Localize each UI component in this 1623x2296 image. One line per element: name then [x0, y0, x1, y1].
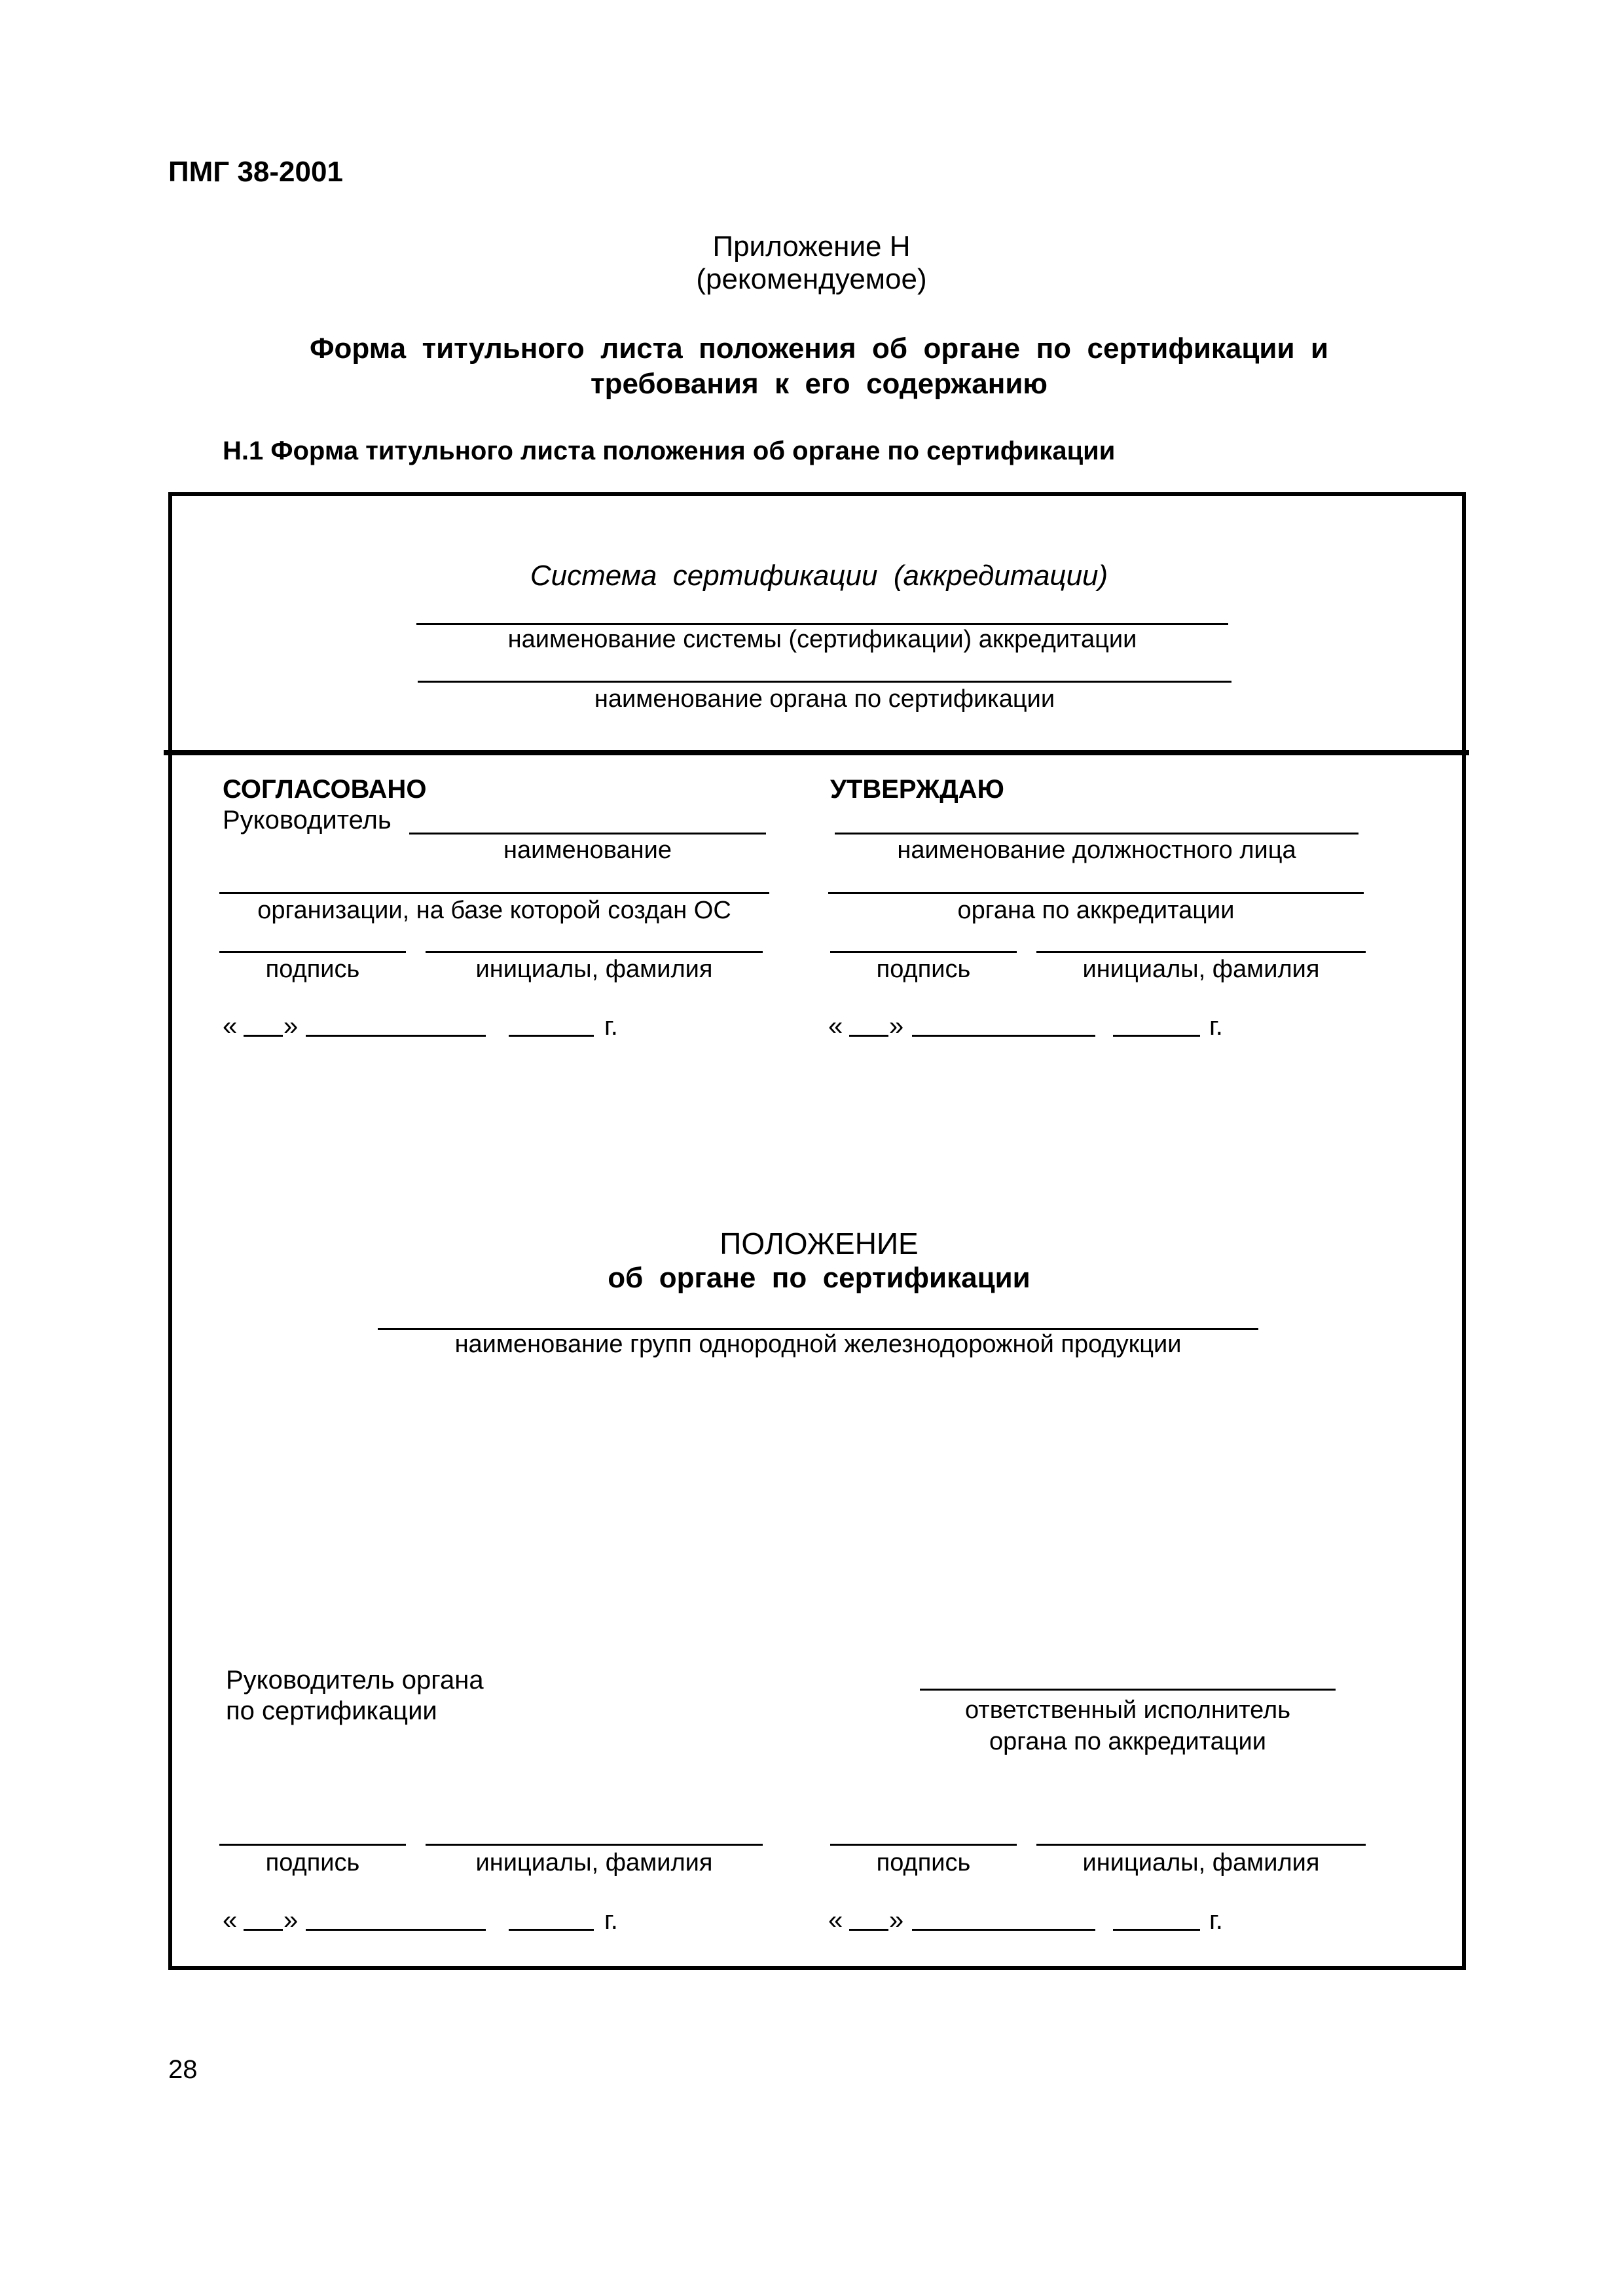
head-initials-line[interactable]	[426, 1844, 763, 1846]
head-of-body-label-line2: по сертификации	[226, 1696, 437, 1725]
executor-date-open-quote: «	[828, 1906, 843, 1935]
executor-line[interactable]	[920, 1689, 1336, 1691]
appendix-title: Приложение Н	[712, 230, 911, 262]
agreed-date-open-quote: «	[223, 1012, 238, 1041]
system-name-caption: наименование системы (сертификации) аккредитации	[507, 626, 1137, 653]
appendix-heading-line2: требования к его содержанию	[591, 368, 1048, 400]
agreed-name-caption: наименование	[503, 836, 672, 864]
approve-date-month-line[interactable]	[912, 1035, 1095, 1037]
regulation-title: ПОЛОЖЕНИЕ	[720, 1227, 919, 1261]
executor-date-year-suffix: г.	[1209, 1906, 1223, 1935]
approve-date-close-quote: »	[889, 1012, 904, 1041]
approve-signature-caption: подпись	[876, 956, 971, 983]
approve-date-day-line[interactable]	[849, 1035, 888, 1037]
approve-date-open-quote: «	[828, 1012, 843, 1041]
approve-accred-caption: органа по аккредитации	[957, 897, 1235, 924]
agreed-date-close-quote: »	[283, 1012, 299, 1041]
regulation-subtitle: об органе по сертификации	[608, 1262, 1030, 1294]
approve-initials-line[interactable]	[1036, 951, 1366, 953]
product-groups-caption: наименование групп однородной железнодорожной продукции	[454, 1331, 1182, 1358]
head-signature-caption: подпись	[265, 1849, 360, 1876]
executor-accred-caption: органа по аккредитации	[989, 1728, 1266, 1755]
system-name-line[interactable]	[416, 623, 1228, 625]
executor-date-day-line[interactable]	[849, 1929, 888, 1931]
agreed-signature-caption: подпись	[265, 956, 360, 983]
approve-heading: УТВЕРЖДАЮ	[830, 775, 1004, 804]
agreed-initials-caption: инициалы, фамилия	[475, 956, 713, 983]
head-date-open-quote: «	[223, 1906, 238, 1935]
document-code: ПМГ 38-2001	[168, 156, 343, 188]
body-name-caption: наименование органа по сертификации	[594, 685, 1055, 713]
section-heading: Н.1 Форма титульного листа положения об органе по сертификации	[223, 437, 1116, 465]
agreed-heading: СОГЛАСОВАНО	[223, 775, 427, 804]
head-date-day-line[interactable]	[244, 1929, 283, 1931]
frame-divider	[164, 750, 1469, 755]
approve-date-year-suffix: г.	[1209, 1012, 1223, 1041]
head-date-month-line[interactable]	[306, 1929, 486, 1931]
executor-signature-caption: подпись	[876, 1849, 971, 1876]
agreed-date-year-suffix: г.	[604, 1012, 618, 1041]
executor-date-month-line[interactable]	[912, 1929, 1095, 1931]
system-title: Система сертификации (аккредитации)	[530, 560, 1108, 592]
approve-initials-caption: инициалы, фамилия	[1082, 956, 1320, 983]
agreed-name-line[interactable]	[409, 833, 766, 834]
appendix-subtitle: (рекомендуемое)	[696, 263, 927, 295]
body-name-line[interactable]	[418, 681, 1231, 683]
approve-date-year-line[interactable]	[1113, 1035, 1200, 1037]
approve-signature-line[interactable]	[830, 951, 1017, 953]
agreed-date-year-line[interactable]	[509, 1035, 594, 1037]
executor-caption: ответственный исполнитель	[965, 1696, 1290, 1724]
agreed-initials-line[interactable]	[426, 951, 763, 953]
executor-signature-line[interactable]	[830, 1844, 1017, 1846]
head-initials-caption: инициалы, фамилия	[475, 1849, 713, 1876]
head-of-body-label-line1: Руководитель органа	[226, 1666, 484, 1695]
executor-initials-line[interactable]	[1036, 1844, 1366, 1846]
approve-accred-line[interactable]	[828, 892, 1364, 894]
agreed-date-month-line[interactable]	[306, 1035, 486, 1037]
head-signature-line[interactable]	[219, 1844, 406, 1846]
head-date-year-suffix: г.	[604, 1906, 618, 1935]
approve-official-caption: наименование должностного лица	[897, 836, 1296, 864]
product-groups-line[interactable]	[378, 1328, 1258, 1330]
agreed-org-line[interactable]	[219, 892, 769, 894]
page-number: 28	[168, 2055, 198, 2084]
agreed-org-caption: организации, на базе которой создан ОС	[257, 897, 731, 924]
executor-initials-caption: инициалы, фамилия	[1082, 1849, 1320, 1876]
agreed-date-day-line[interactable]	[244, 1035, 283, 1037]
head-date-year-line[interactable]	[509, 1929, 594, 1931]
executor-date-close-quote: »	[889, 1906, 904, 1935]
approve-official-line[interactable]	[835, 833, 1359, 834]
agreed-role-label: Руководитель	[223, 806, 392, 834]
agreed-signature-line[interactable]	[219, 951, 406, 953]
executor-date-year-line[interactable]	[1113, 1929, 1200, 1931]
appendix-heading-line1: Форма титульного листа положения об органе по сертификации и	[309, 332, 1329, 365]
head-date-close-quote: »	[283, 1906, 299, 1935]
